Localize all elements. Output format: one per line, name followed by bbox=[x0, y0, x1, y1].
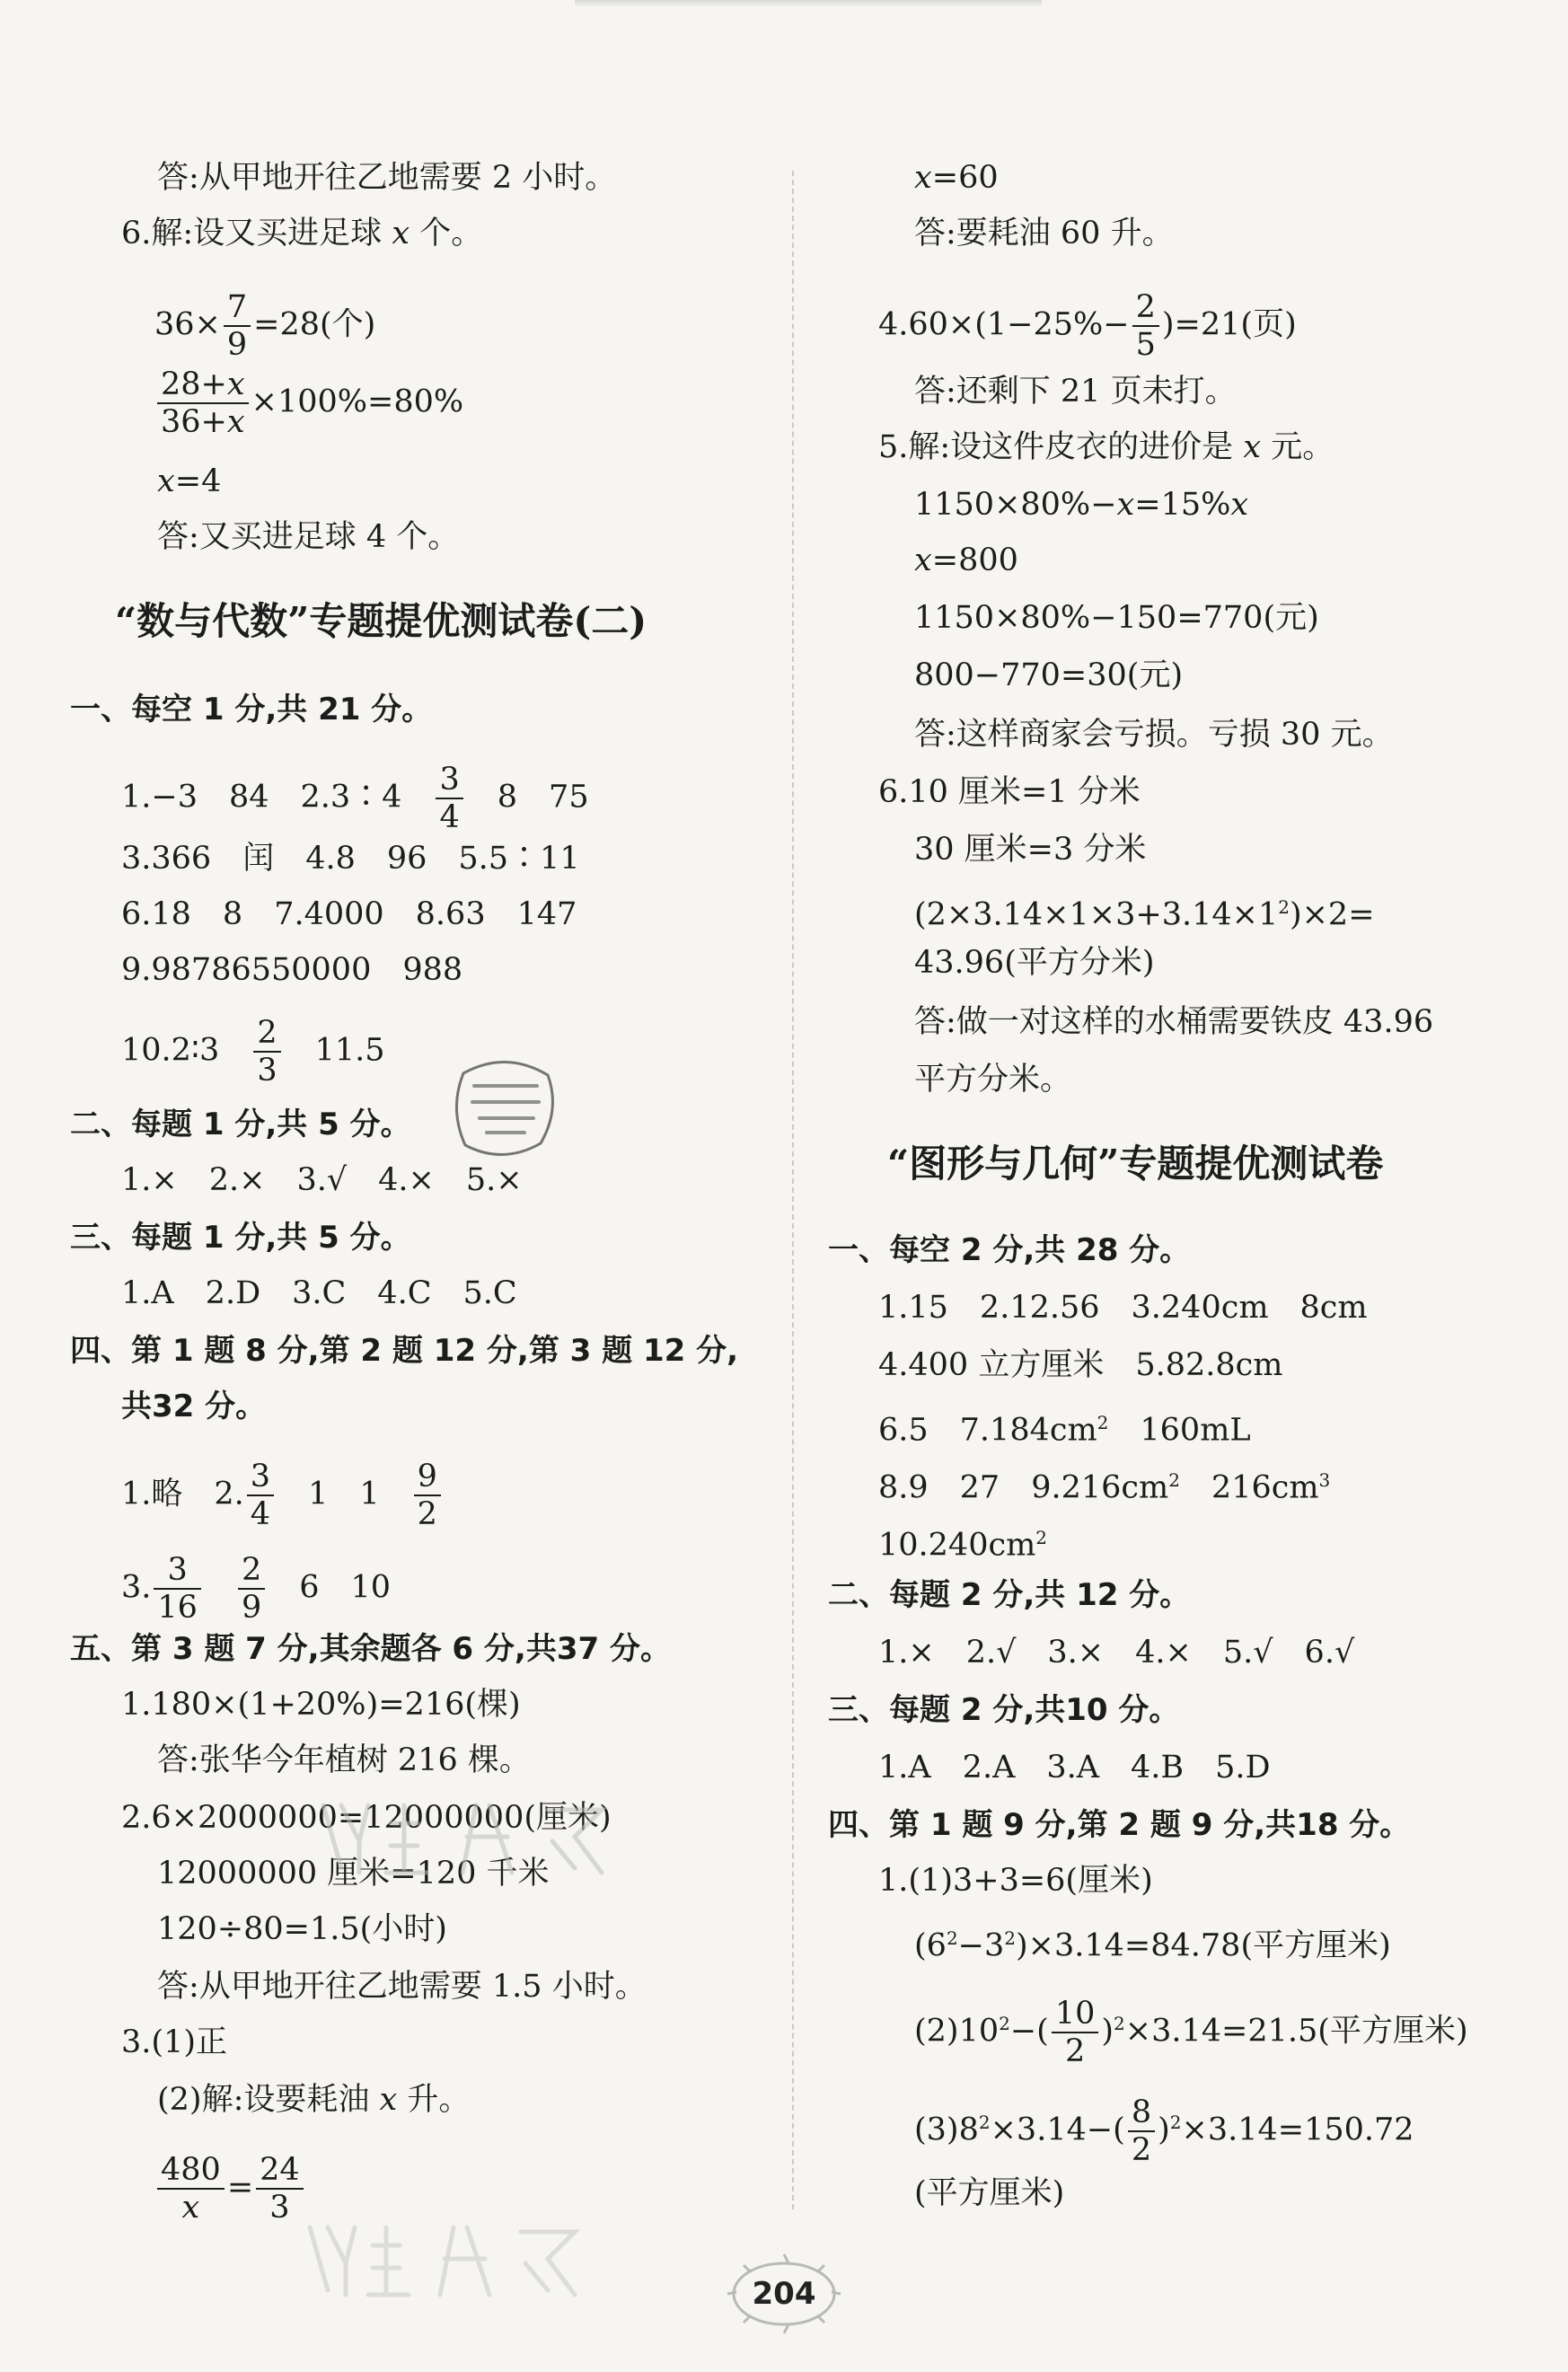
answer-line: 答:从甲地开往乙地需要 2 小时。 bbox=[157, 160, 617, 196]
section-heading: 四、第 1 题 8 分,第 2 题 12 分,第 3 题 12 分, bbox=[70, 1333, 739, 1369]
solution-line: x=4 bbox=[157, 463, 222, 499]
fraction-2-5: $\frac{2}{5}$ bbox=[1132, 289, 1159, 363]
answer-row: 1.× 2.√ 3.× 4.× 5.√ 6.√ bbox=[878, 1635, 1355, 1671]
fraction-2-3: $\frac{2}{3}$ bbox=[253, 1015, 280, 1089]
fraction-10-2: $\frac{10}{2}$ bbox=[1052, 1996, 1099, 2069]
equation-line: (平方厘米) bbox=[914, 2175, 1065, 2211]
answer-line: 答:还剩下 21 页未打。 bbox=[914, 374, 1237, 410]
section-heading: 三、每题 2 分,共10 分。 bbox=[828, 1692, 1180, 1728]
equation-line: $(2)10^2-$( $\frac{10}{2}$ )$^2$×3.14=21.5(平方厘米) bbox=[914, 1996, 1468, 2069]
equation-line: $\frac{28+x}{36+x}$ ×100%=80% bbox=[154, 366, 463, 440]
answer-row: 1.15 2.12.56 3.240cm 8cm bbox=[878, 1290, 1368, 1326]
equation-line: 1150×80%−x=15%x bbox=[914, 487, 1249, 523]
answer-line: 12000000 厘米=120 千米 bbox=[157, 1856, 550, 1891]
section-title: “图形与几何”专题提优测试卷 bbox=[887, 1142, 1384, 1186]
answer-line: 120÷80=1.5(小时) bbox=[157, 1911, 447, 1947]
answer-row: 3. $\frac{3}{16}$ $\frac{2}{9}$ 6 10 bbox=[121, 1552, 392, 1626]
answer-line: 答:又买进足球 4 个。 bbox=[157, 519, 460, 555]
page-top-shadow bbox=[575, 0, 1042, 7]
page-number: 204 bbox=[752, 2276, 816, 2312]
section-heading: 二、每题 2 分,共 12 分。 bbox=[828, 1577, 1191, 1613]
section-heading: 一、每空 1 分,共 21 分。 bbox=[70, 692, 433, 727]
answer-line: (2)解:设要耗油 x 升。 bbox=[157, 2082, 471, 2118]
answer-row: 1.× 2.× 3.√ 4.× 5.× bbox=[121, 1162, 523, 1198]
answer-line: 平方分米。 bbox=[914, 1062, 1072, 1098]
watermark-logo bbox=[305, 1787, 629, 1886]
answer-row: 4.400 立方厘米 5.82.8cm bbox=[878, 1347, 1283, 1383]
answer-row: 3.366 闰 4.8 96 5.5∶11 bbox=[121, 841, 580, 877]
answer-row: 1.180×(1+20%)=216(棵) bbox=[121, 1687, 521, 1723]
answer-line: 答:这样商家会亏损。亏损 30 元。 bbox=[914, 717, 1394, 753]
answer-row: 6.18 8 7.4000 8.63 147 bbox=[121, 896, 577, 932]
equation-line: $(2\times 3.14\times 1\times 3+3.14\times 1^2)\times 2=$ bbox=[914, 896, 1375, 933]
answer-row: 3.(1)正 bbox=[121, 2024, 227, 2060]
fraction-3-16: $\frac{3}{16}$ bbox=[154, 1552, 201, 1626]
section-heading: 三、每题 1 分,共 5 分。 bbox=[70, 1220, 411, 1256]
equation-line: $(6^2-3^2)\times 3.14=84.78$(平方厘米) bbox=[914, 1927, 1391, 1964]
answer-row: $10.240cm^2$ bbox=[878, 1527, 1047, 1564]
answer-row: 1.A 2.D 3.C 4.C 5.C bbox=[121, 1275, 517, 1311]
answer-row: 1.略 2. $\frac{3}{4}$ 1 1 $\frac{9}{2}$ bbox=[121, 1459, 444, 1532]
problem-4-line: 4.60×(1−25%− $\frac{2}{5}$ )=21(页) bbox=[878, 289, 1297, 363]
solution-line: x=60 bbox=[914, 160, 999, 196]
fraction-24-3: $\frac{24}{3}$ bbox=[256, 2152, 304, 2226]
section-title: “数与代数”专题提优测试卷(二) bbox=[115, 599, 647, 643]
problem-5-line: 5.解:设这件皮衣的进价是 x 元。 bbox=[878, 429, 1335, 465]
problem-6-line: 6.10 厘米=1 分米 bbox=[878, 774, 1141, 810]
answer-row: 1.A 2.A 3.A 4.B 5.D bbox=[878, 1750, 1271, 1786]
answer-row: 2.6×2000000=12000000(厘米) bbox=[121, 1800, 612, 1836]
stamp-icon bbox=[447, 1055, 564, 1163]
section-heading: 一、每空 2 分,共 28 分。 bbox=[828, 1232, 1191, 1268]
answer-line: 答:做一对这样的水桶需要铁皮 43.96 bbox=[914, 1004, 1434, 1040]
answer-line: 答:张华今年植树 216 棵。 bbox=[157, 1742, 531, 1778]
solution-line: x=800 bbox=[914, 542, 1018, 578]
answer-row: 6.5 $7.184cm^2$ 160mL bbox=[878, 1412, 1251, 1449]
equation-line: 800−770=30(元) bbox=[914, 657, 1184, 693]
fraction-9-2: $\frac{9}{2}$ bbox=[414, 1459, 441, 1532]
equation-line: 43.96(平方分米) bbox=[914, 945, 1155, 981]
fraction-7-9: $\frac{7}{9}$ bbox=[224, 289, 251, 363]
equation-line: 1150×80%−150=770(元) bbox=[914, 600, 1319, 636]
answer-row: 10.2∶3 $\frac{2}{3}$ 11.5 bbox=[121, 1015, 385, 1089]
watermark-logo bbox=[296, 2209, 593, 2308]
fraction-480-x: $\frac{480}{x}$ bbox=[157, 2152, 225, 2226]
answer-row: 9.98786550000 988 bbox=[121, 952, 463, 988]
answer-row: 1.−3 84 2.3∶4 $\frac{3}{4}$ 8 75 bbox=[121, 762, 589, 835]
section-heading: 二、每题 1 分,共 5 分。 bbox=[70, 1107, 411, 1142]
column-divider bbox=[792, 171, 794, 2209]
answer-row: 8.9 27 $9.216cm^2$ $216cm^3$ bbox=[878, 1469, 1331, 1506]
equation-line: $\frac{480}{x}$ = $\frac{24}{3}$ bbox=[154, 2152, 306, 2226]
fraction-3-4: $\frac{3}{4}$ bbox=[436, 762, 462, 835]
answer-line: 答:要耗油 60 升。 bbox=[914, 216, 1174, 251]
equation-line: $(3)8^2\times 3.14-$( $\frac{8}{2}$ )$^2$×3.14=150.72 bbox=[914, 2094, 1414, 2168]
fraction-3-4: $\frac{3}{4}$ bbox=[247, 1459, 274, 1532]
fraction-8-2: $\frac{8}{2}$ bbox=[1128, 2094, 1155, 2168]
answer-row: 1.(1)3+3=6(厘米) bbox=[878, 1863, 1153, 1899]
fraction-28x-36x: $\frac{28+x}{36+x}$ bbox=[157, 366, 249, 440]
equation-line: 36× $\frac{7}{9}$ =28(个) bbox=[154, 289, 376, 363]
section-heading-cont: 共32 分。 bbox=[121, 1389, 267, 1424]
section-heading: 五、第 3 题 7 分,其余题各 6 分,共37 分。 bbox=[70, 1631, 671, 1667]
section-heading: 四、第 1 题 9 分,第 2 题 9 分,共18 分。 bbox=[828, 1807, 1411, 1843]
equation-line: 30 厘米=3 分米 bbox=[914, 832, 1147, 868]
problem-6-line: 6.解:设又买进足球 x 个。 bbox=[121, 216, 483, 251]
answer-line: 答:从甲地开往乙地需要 1.5 小时。 bbox=[157, 1969, 647, 2005]
fraction-2-9: $\frac{2}{9}$ bbox=[238, 1552, 265, 1626]
